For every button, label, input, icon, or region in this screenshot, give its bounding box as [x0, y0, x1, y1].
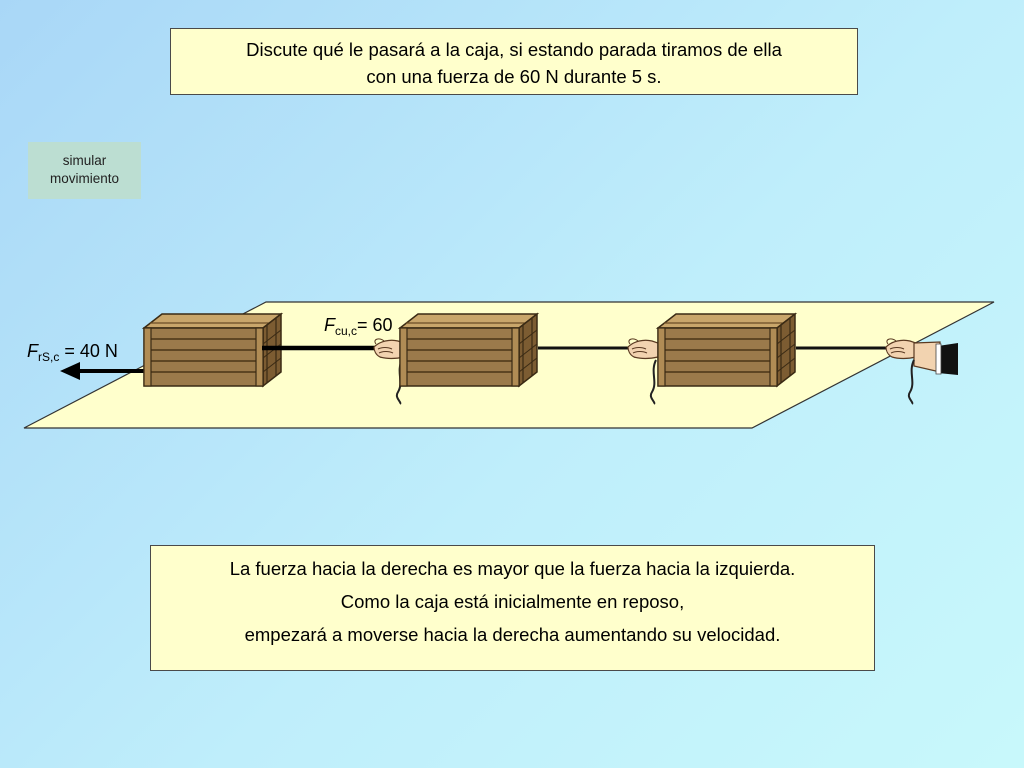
friction-force-label — [27, 341, 118, 364]
simulate-button-line-2: movimiento — [49, 171, 120, 186]
friction-force-subscript: rS,c — [38, 350, 60, 364]
pull-force-symbol: F — [324, 315, 335, 335]
pull-force-value: = 60 — [357, 315, 393, 335]
question-line-1: Discute qué le pasará a la caja, si estando parada tiramos de ella — [246, 39, 782, 60]
answer-box — [150, 545, 875, 671]
crate-1 — [144, 314, 281, 386]
answer-line-3: empezará a moverse hacia la derecha aumentando su velocidad. — [244, 624, 781, 645]
friction-force-value: = 40 N — [59, 341, 118, 361]
pull-force-subscript: cu,c — [335, 324, 358, 338]
crate-3 — [658, 314, 795, 386]
crate-2 — [400, 314, 537, 386]
friction-force-symbol: F — [27, 341, 38, 361]
answer-line-1: La fuerza hacia la derecha es mayor que la fuerza hacia la izquierda. — [229, 558, 796, 579]
answer-line-2: Como la caja está inicialmente en reposo, — [340, 591, 685, 612]
simulate-button-line-1: simular — [62, 153, 107, 168]
pulling-hand-icon — [886, 339, 958, 404]
question-line-2: con una fuerza de 60 N durante 5 s. — [366, 66, 662, 87]
pull-force-label — [324, 315, 393, 338]
